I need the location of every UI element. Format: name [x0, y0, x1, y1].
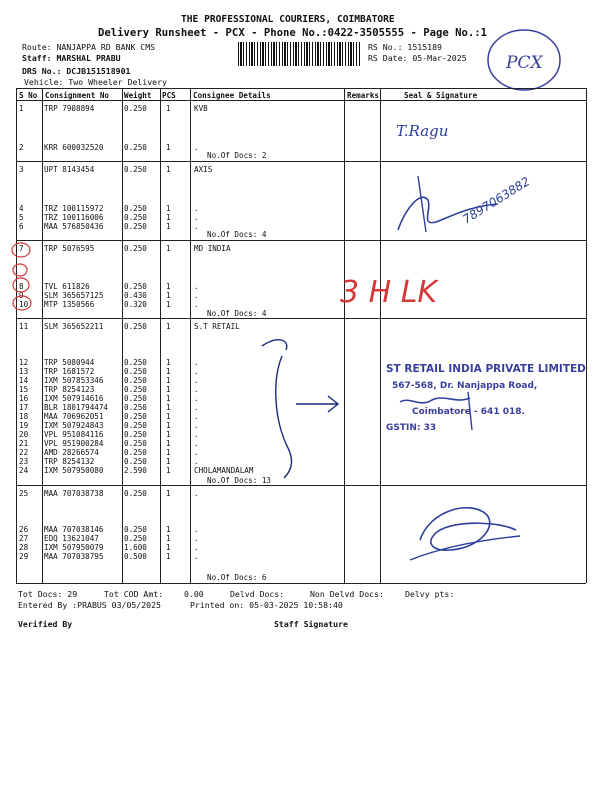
row-cell-wt: 0.250: [124, 534, 147, 543]
row-cell-consignee: MD INDIA: [194, 244, 231, 253]
row-cell-wt: 0.250: [124, 394, 147, 403]
seal-address: 567-568, Dr. Nanjappa Road,: [392, 381, 538, 391]
row-cell-sno: 5: [19, 213, 24, 222]
row-cell-pcs: 1: [166, 385, 171, 394]
row-cell-consignee: .: [194, 394, 199, 403]
row-cell-consignee: .: [194, 376, 199, 385]
row-cell-cn: TRP 8254132: [44, 457, 95, 466]
row-cell-sno: 9: [19, 291, 24, 300]
row-cell-sno: 17: [19, 403, 29, 412]
row-cell-sno: 29: [19, 552, 29, 561]
row-cell-pcs: 1: [166, 222, 171, 231]
row-cell-sno: 8: [19, 282, 24, 291]
seal-city: Coimbatore - 641 018.: [412, 407, 525, 417]
row-cell-cn: TRP 5080944: [44, 358, 95, 367]
col-border: [160, 88, 161, 583]
row-cell-wt: 0.250: [124, 439, 147, 448]
row-cell-consignee: .: [194, 300, 199, 309]
col-header: Remarks: [347, 91, 380, 100]
row-cell-pcs: 1: [166, 394, 171, 403]
route: Route: NANJAPPA RD BANK CMS: [22, 42, 156, 52]
row-cell-wt: 0.250: [124, 430, 147, 439]
row-cell-consignee: .: [194, 412, 199, 421]
row-cell-cn: MAA 576850436: [44, 222, 104, 231]
row-cell-cn: IXM 507950080: [44, 466, 104, 475]
row-cell-pcs: 1: [166, 448, 171, 457]
docs-count: No.Of Docs: 4: [207, 309, 267, 318]
bracket-mark: [276, 356, 292, 478]
row-cell-wt: 0.250: [124, 448, 147, 457]
row-cell-wt: 0.250: [124, 412, 147, 421]
row-cell-cn: TRZ 100115972: [44, 204, 104, 213]
row-cell-pcs: 1: [166, 358, 171, 367]
row-cell-wt: 0.250: [124, 421, 147, 430]
row-cell-sno: 1: [19, 104, 24, 113]
col-border: [42, 88, 43, 583]
row-cell-pcs: 1: [166, 204, 171, 213]
row-cell-pcs: 1: [166, 403, 171, 412]
staff-signature: Staff Signature: [274, 619, 348, 629]
row-cell-wt: 0.250: [124, 403, 147, 412]
row-cell-pcs: 1: [166, 552, 171, 561]
delivery-points: Delvy pts:: [405, 589, 455, 599]
row-cell-cn: TRZ 100116006: [44, 213, 104, 222]
row-cell-pcs: 1: [166, 244, 171, 253]
row-cell-sno: 20: [19, 430, 29, 439]
row-cell-consignee: S.T RETAIL: [194, 322, 240, 331]
pcx-stamp: [484, 26, 564, 92]
drs-number: DRS No.: DCJB151518901: [22, 66, 131, 76]
runsheet-title: Delivery Runsheet - PCX - Phone No.:0422-3505555 - Page No.:1: [98, 27, 488, 39]
row-cell-wt: 0.250: [124, 489, 147, 498]
row-cell-consignee: .: [194, 439, 199, 448]
seal-gstin: GSTIN: 33: [386, 423, 437, 433]
row-cell-cn: BLR 1801794474: [44, 403, 109, 412]
row-cell-consignee: AXIS: [194, 165, 213, 174]
signature-3: [420, 508, 516, 550]
row-cell-sno: 25: [19, 489, 29, 498]
row-cell-consignee: CHOLAMANDALAM: [194, 466, 254, 475]
col-header: Consignment No: [45, 91, 110, 100]
row-cell-consignee: .: [194, 385, 199, 394]
row-cell-cn: MAA 706962051: [44, 412, 104, 421]
row-cell-consignee: .: [194, 222, 199, 231]
row-cell-sno: 19: [19, 421, 29, 430]
row-cell-sno: 4: [19, 204, 24, 213]
row-cell-consignee: .: [194, 525, 199, 534]
rs-number: RS No.: 1515189: [368, 42, 442, 52]
row-cell-wt: 0.250: [124, 322, 147, 331]
row-cell-wt: 0.320: [124, 300, 147, 309]
row-cell-cn: MTP 1350566: [44, 300, 95, 309]
group-rule: [16, 485, 586, 486]
signature-3-stroke: [410, 536, 520, 560]
col-header: Seal & Signature: [404, 91, 478, 100]
row-cell-wt: 0.250: [124, 385, 147, 394]
row-cell-sno: 16: [19, 394, 29, 403]
row-cell-wt: 0.430: [124, 291, 147, 300]
row-cell-wt: 0.250: [124, 358, 147, 367]
row-cell-sno: 24: [19, 466, 29, 475]
col-header: Weight: [124, 91, 152, 100]
row-cell-sno: 15: [19, 385, 29, 394]
row-cell-wt: 0.250: [124, 213, 147, 222]
row-cell-consignee: .: [194, 291, 199, 300]
row-cell-wt: 0.250: [124, 104, 147, 113]
table-top-rule: [16, 88, 586, 89]
docs-count: No.Of Docs: 4: [207, 230, 267, 239]
row-cell-cn: EDQ 13621047: [44, 534, 99, 543]
row-cell-consignee: .: [194, 143, 199, 152]
row-cell-cn: VPL 951900284: [44, 439, 104, 448]
row-cell-pcs: 1: [166, 376, 171, 385]
group-rule: [16, 161, 586, 162]
row-cell-cn: TRP 5076595: [44, 244, 95, 253]
row-cell-sno: 3: [19, 165, 24, 174]
row-cell-cn: SLM 365657125: [44, 291, 104, 300]
col-header: Consignee Details: [193, 91, 271, 100]
seal-signature: [400, 398, 470, 403]
total-cod-label: Tot COD Amt:: [104, 589, 164, 599]
bracket-mark: [262, 340, 287, 350]
row-cell-sno: 27: [19, 534, 29, 543]
stamp-text: PCX: [506, 53, 543, 73]
row-cell-cn: MAA 707038738: [44, 489, 104, 498]
printed-on: Printed on: 05-03-2025 10:58:40: [190, 600, 343, 610]
signature-2: [398, 197, 498, 230]
row-cell-consignee: .: [194, 358, 199, 367]
header-bottom-rule: [16, 100, 586, 101]
row-cell-sno: 2: [19, 143, 24, 152]
row-cell-sno: 28: [19, 543, 29, 552]
row-cell-wt: 0.500: [124, 552, 147, 561]
row-cell-pcs: 1: [166, 165, 171, 174]
row-cell-sno: 26: [19, 525, 29, 534]
row-cell-cn: TRP 1681572: [44, 367, 95, 376]
row-cell-cn: TVL 611826: [44, 282, 90, 291]
row-cell-wt: 0.250: [124, 244, 147, 253]
row-cell-pcs: 1: [166, 291, 171, 300]
table-bottom-rule: [16, 583, 586, 584]
row-cell-consignee: .: [194, 421, 199, 430]
staff: Staff: MARSHAL PRABU: [22, 53, 121, 63]
row-cell-pcs: 1: [166, 457, 171, 466]
verified-by: Verified By: [18, 619, 73, 629]
row-cell-sno: 6: [19, 222, 24, 231]
row-cell-wt: 1.600: [124, 543, 147, 552]
row-cell-cn: IXM 507950079: [44, 543, 104, 552]
docs-count: No.Of Docs: 2: [207, 151, 267, 160]
row-cell-cn: IXM 507924843: [44, 421, 104, 430]
non-delivered-docs: Non Delvd Docs:: [310, 589, 384, 599]
row-cell-pcs: 1: [166, 104, 171, 113]
row-cell-consignee: .: [194, 213, 199, 222]
row-cell-cn: TRP 7908894: [44, 104, 95, 113]
col-border: [16, 88, 17, 583]
seal-company: ST RETAIL INDIA PRIVATE LIMITED: [386, 363, 586, 375]
row-cell-pcs: 1: [166, 543, 171, 552]
col-border: [122, 88, 123, 583]
row-cell-consignee: .: [194, 457, 199, 466]
signature-2-stroke: [418, 176, 426, 232]
row-cell-cn: AMD 28266574: [44, 448, 99, 457]
row-cell-sno: 12: [19, 358, 29, 367]
row-cell-wt: 0.250: [124, 376, 147, 385]
delivered-docs: Delvd Docs:: [230, 589, 285, 599]
row-cell-pcs: 1: [166, 466, 171, 475]
row-cell-pcs: 1: [166, 534, 171, 543]
docs-count: No.Of Docs: 6: [207, 573, 267, 582]
col-header: PCS: [162, 91, 176, 100]
handwritten-phone: 7897063882: [460, 174, 533, 227]
total-cod-value: 0.00: [184, 589, 204, 599]
row-cell-sno: 22: [19, 448, 29, 457]
row-cell-wt: 0.250: [124, 282, 147, 291]
row-cell-cn: MAA 707038795: [44, 552, 104, 561]
row-cell-wt: 0.250: [124, 457, 147, 466]
row-cell-cn: UPT 8143454: [44, 165, 95, 174]
row-cell-pcs: 1: [166, 430, 171, 439]
company-name: THE PROFESSIONAL COURIERS, COIMBATORE: [181, 14, 395, 25]
col-border: [586, 88, 587, 583]
row-cell-wt: 2.590: [124, 466, 147, 475]
row-cell-consignee: .: [194, 403, 199, 412]
row-cell-sno: 11: [19, 322, 29, 331]
row-cell-consignee: .: [194, 552, 199, 561]
row-cell-sno: 18: [19, 412, 29, 421]
row-cell-consignee: .: [194, 367, 199, 376]
entered-by: Entered By :PRABUS 03/05/2025: [18, 600, 161, 610]
row-cell-pcs: 1: [166, 525, 171, 534]
row-cell-sno: 10: [19, 300, 29, 309]
rs-date: RS Date: 05-Mar-2025: [368, 53, 467, 63]
row-cell-pcs: 1: [166, 300, 171, 309]
row-cell-pcs: 1: [166, 421, 171, 430]
row-cell-cn: SLM 365652211: [44, 322, 104, 331]
row-cell-sno: 7: [19, 244, 24, 253]
row-cell-pcs: 1: [166, 412, 171, 421]
row-cell-pcs: 1: [166, 322, 171, 331]
row-cell-cn: KRR 600032520: [44, 143, 104, 152]
group-rule: [16, 318, 586, 319]
row-cell-wt: 0.250: [124, 222, 147, 231]
row-cell-sno: 23: [19, 457, 29, 466]
total-docs: Tot Docs: 29: [18, 589, 78, 599]
signature-1: T.Ragu: [396, 122, 449, 140]
docs-count: No.Of Docs: 13: [207, 476, 272, 485]
red-handwritten-mark: 3 H LK: [340, 275, 438, 310]
row-cell-consignee: .: [194, 489, 199, 498]
row-cell-sno: 14: [19, 376, 29, 385]
row-cell-sno: 21: [19, 439, 29, 448]
row-cell-consignee: .: [194, 430, 199, 439]
row-cell-cn: VPL 951084116: [44, 430, 104, 439]
row-cell-wt: 0.250: [124, 204, 147, 213]
row-cell-consignee: .: [194, 448, 199, 457]
row-cell-consignee: KVB: [194, 104, 208, 113]
row-cell-consignee: .: [194, 282, 199, 291]
row-cell-consignee: .: [194, 543, 199, 552]
row-cell-cn: IXM 507853346: [44, 376, 104, 385]
row-cell-sno: 13: [19, 367, 29, 376]
row-cell-wt: 0.250: [124, 143, 147, 152]
row-cell-cn: TRP 8254123: [44, 385, 95, 394]
row-cell-cn: MAA 707038146: [44, 525, 104, 534]
row-cell-pcs: 1: [166, 489, 171, 498]
row-cell-consignee: .: [194, 534, 199, 543]
col-border: [380, 88, 381, 583]
barcode: [238, 42, 360, 66]
row-cell-pcs: 1: [166, 143, 171, 152]
row-cell-pcs: 1: [166, 282, 171, 291]
vehicle: Vehicle: Two Wheeler Delivery: [24, 77, 167, 87]
col-header: S No: [19, 91, 38, 100]
arrow-mark: [296, 396, 338, 412]
row-cell-wt: 0.250: [124, 525, 147, 534]
row-cell-pcs: 1: [166, 367, 171, 376]
row-cell-pcs: 1: [166, 439, 171, 448]
row-cell-cn: IXM 507914616: [44, 394, 104, 403]
row-cell-wt: 0.250: [124, 165, 147, 174]
row-cell-consignee: .: [194, 204, 199, 213]
col-border: [344, 88, 345, 583]
row-cell-wt: 0.250: [124, 367, 147, 376]
seal-signature-stroke: [468, 392, 472, 430]
row-cell-pcs: 1: [166, 213, 171, 222]
group-rule: [16, 240, 586, 241]
col-border: [190, 88, 191, 583]
